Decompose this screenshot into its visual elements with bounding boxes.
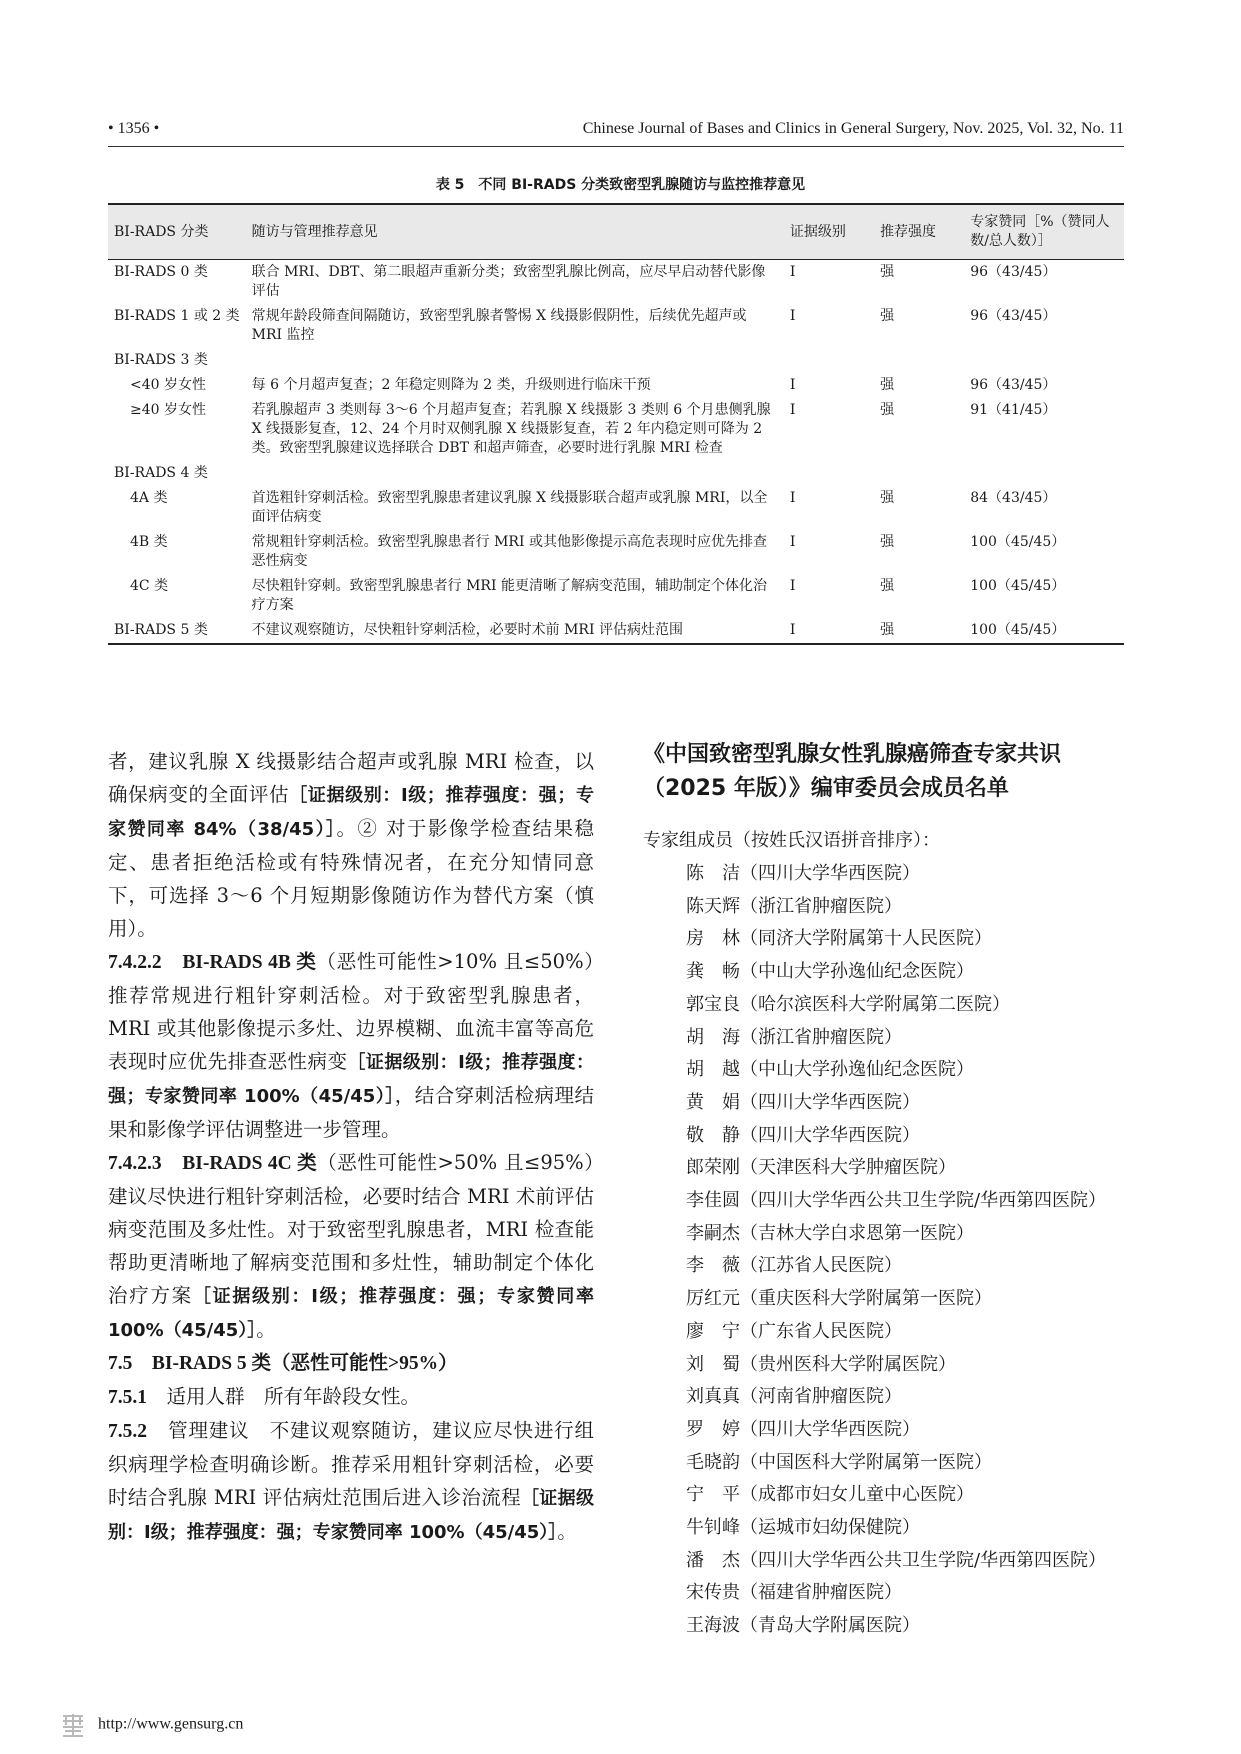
agreement-cell <box>964 461 1124 486</box>
table-title: 表 5 不同 BI-RADS 分类致密型乳腺随访与监控推荐意见 <box>435 177 806 193</box>
table-row <box>108 530 1124 574</box>
member-item: 龚 畅（中山大学孙逸仙纪念医院） <box>686 961 974 983</box>
recommendation-cell: 不建议观察随访，尽快粗针穿刺活检，必要时术前 MRI 评估病灶范围 <box>246 618 784 644</box>
category-cell: BI-RADS 1 或 2 类 <box>114 308 240 324</box>
column-header: 推荐强度 <box>874 204 964 260</box>
member-item: 宁 平（成都市妇女儿童中心医院） <box>686 1484 974 1506</box>
recommendation-cell: 首选粗针穿刺活检。致密型乳腺患者建议乳腺 X 线摄影联合超声或乳腺 MRI，以全面评估病变 <box>251 490 768 525</box>
strength-cell: 强 <box>880 308 895 324</box>
strength-cell: 强 <box>880 402 895 418</box>
section-number: 7.4.2.3 BI-RADS 4C 类 <box>108 1153 318 1174</box>
journal-url[interactable]: http://www.gensurg.cn <box>98 1715 244 1733</box>
journal-logo-icon <box>60 1712 86 1738</box>
table-row <box>108 461 1124 486</box>
category-cell: ≥40 岁女性 <box>130 402 206 418</box>
section-heading: 7.5 BI-RADS 5 类（恶性可能性>95%） <box>108 1353 458 1374</box>
agreement-cell: 84（43/45） <box>970 490 1057 506</box>
recommendation-cell: 常规年龄段筛查间隔随访，致密型乳腺者警惕 X 线摄影假阴性，后续优先超声或 MRI 监控 <box>251 308 747 343</box>
strength-cell: 强 <box>880 377 895 393</box>
agreement-cell <box>964 348 1124 373</box>
member-item: 胡 海（浙江省肿瘤医院） <box>686 1026 902 1048</box>
body-text-left <box>108 745 594 1549</box>
recommendation-cell: 每 6 个月超声复查；2 年稳定则降为 2 类，升级则进行临床干预 <box>251 377 651 393</box>
paragraph <box>108 1146 594 1347</box>
evidence-cell: Ⅰ <box>789 402 796 418</box>
category-cell: 4B 类 <box>130 534 168 550</box>
member-item: 厉红元（重庆医科大学附属第一医院） <box>686 1288 992 1310</box>
member-item: 宋传贵（福建省肿瘤医院） <box>686 1582 902 1604</box>
member-item: 黄 娟（四川大学华西医院） <box>686 1091 920 1113</box>
member-item: 李 薇（江苏省人民医院） <box>686 1255 902 1277</box>
recommendation-cell: 尽快粗针穿刺。致密型乳腺患者行 MRI 能更清晰了解病变范围，辅助制定个体化治疗方案 <box>251 578 767 613</box>
table-row <box>108 348 1124 373</box>
section-number: 7.4.2.2 BI-RADS 4B 类 <box>108 952 317 973</box>
column-header: 随访与管理推荐意见 <box>246 204 784 260</box>
recommendation-cell: 联合 MRI、DBT、第二眼超声重新分类；致密型乳腺比例高，应尽早启动替代影像评估 <box>251 264 766 299</box>
table-row <box>108 260 1124 305</box>
member-item: 王海波（青岛大学附属医院） <box>686 1615 920 1637</box>
committee-title: 《中国致密型乳腺女性乳腺癌筛查专家共识（2025 年版）》编审委员会成员名单 <box>643 742 1062 801</box>
member-item: 李佳圆（四川大学华西公共卫生学院/华西第四医院） <box>686 1190 1107 1212</box>
paragraph <box>108 1380 594 1414</box>
evidence-cell: Ⅰ <box>789 308 796 324</box>
member-item: 廖 宁（广东省人民医院） <box>686 1320 902 1342</box>
column-header: 证据级别 <box>784 204 874 260</box>
paragraph-text: 管理建议 不建议观察随访，建议应尽快进行组织病理学检查明确诊断。推荐采用粗针穿刺活检，必要时结合乳腺 MRI 评估病灶范围后进入诊治流程 <box>108 1419 594 1509</box>
table-row <box>108 574 1124 618</box>
category-cell: 4C 类 <box>130 578 169 594</box>
member-item: 毛晓韵（中国医科大学附属第一医院） <box>686 1451 992 1473</box>
agreement-cell: 100（45/45） <box>964 618 1124 644</box>
category-cell: BI-RADS 0 类 <box>114 264 208 280</box>
strength-cell: 强 <box>880 264 895 280</box>
strength-cell <box>874 348 964 373</box>
member-item: 李嗣杰（吉林大学白求恩第一医院） <box>686 1222 974 1244</box>
member-item: 郎荣刚（天津医科大学肿瘤医院） <box>686 1157 956 1179</box>
agreement-cell: 96（43/45） <box>970 264 1057 280</box>
table-row <box>108 304 1124 348</box>
member-item: 敬 静（四川大学华西医院） <box>686 1124 920 1146</box>
table-header-row <box>108 204 1124 260</box>
category-cell: BI-RADS 5 类 <box>108 618 246 644</box>
paragraph-text: 。② 对于影像学检查结果稳定、患者拒绝活检或有特殊情况者，在充分知情同意下，可选择 3～6 个月短期影像随访作为替代方案（慎用）。 <box>108 817 594 940</box>
paragraph-text: （恶性可能性>10% 且≤50%）推荐常规进行粗针穿刺活检。对于致密型乳腺患者，MRI 或其他影像提示多灶、边界模糊、血流丰富等高危表现时应优先排查恶性病变 <box>108 950 594 1073</box>
evidence-cell: Ⅰ <box>789 490 796 506</box>
page-footer <box>60 1712 243 1738</box>
member-item: 郭宝良（哈尔滨医科大学附属第二医院） <box>686 993 1010 1015</box>
paragraph <box>108 1414 594 1549</box>
table-row <box>108 486 1124 530</box>
section-number: 7.5.2 <box>108 1421 147 1442</box>
recommendation-table <box>108 203 1124 645</box>
agreement-cell: 91（41/45） <box>970 402 1057 418</box>
section-number: 7.5.1 <box>108 1387 147 1408</box>
table-row <box>108 373 1124 398</box>
evidence-cell <box>784 348 874 373</box>
paragraph <box>108 945 594 1146</box>
paragraph-text: 。 <box>256 1318 276 1341</box>
member-item: 刘 蜀（贵州医科大学附属医院） <box>686 1353 956 1375</box>
member-item: 陈天辉（浙江省肿瘤医院） <box>686 895 902 917</box>
evidence-cell: Ⅰ <box>789 377 796 393</box>
strength-cell: 强 <box>880 490 895 506</box>
evidence-statement: ［证据级别：Ⅰ级；推荐强度：强；专家赞同率 100%（45/45）］ <box>108 1488 595 1543</box>
paragraph-text: （恶性可能性>50% 且≤95%）建议尽快进行粗针穿刺活检，必要时结合 MRI 术前评估病变范围及多灶性。对于致密型乳腺患者，MRI 检查能帮助更清晰地了解病变范围和多灶性，辅助制定个体化治疗方案 <box>108 1151 595 1307</box>
member-item: 牛钊峰（运城市妇幼保健院） <box>686 1517 920 1539</box>
committee-section <box>643 738 1133 1643</box>
category-cell: BI-RADS 4 类 <box>114 465 208 481</box>
paragraph-text: 者，建议乳腺 X 线摄影结合超声或乳腺 MRI 检查，以确保病变的全面评估 <box>108 750 594 806</box>
journal-citation: Chinese Journal of Bases and Clinics in General Surgery, Nov. 2025, Vol. 32, No. 11 <box>582 120 1124 137</box>
page-header <box>108 118 1124 147</box>
category-cell: <40 岁女性 <box>130 377 206 393</box>
agreement-cell: 96（43/45） <box>970 308 1057 324</box>
recommendation-cell <box>246 348 784 373</box>
evidence-cell: Ⅰ <box>784 618 874 644</box>
member-list <box>643 858 1133 1643</box>
member-item: 房 林（同济大学附属第十人民医院） <box>686 928 992 950</box>
strength-cell: 强 <box>880 578 895 594</box>
evidence-cell <box>784 461 874 486</box>
group-label: 专家组成员（按姓氏汉语拼音排序）： <box>643 830 940 851</box>
evidence-statement: ［证据级别：Ⅰ级；推荐强度：强；专家赞同率 100%（45/45）］ <box>108 1286 594 1341</box>
member-item: 胡 越（中山大学孙逸仙纪念医院） <box>686 1059 974 1081</box>
column-header: BI-RADS 分类 <box>108 204 246 260</box>
member-item: 潘 杰（四川大学华西公共卫生学院/华西第四医院） <box>686 1549 1107 1571</box>
agreement-cell: 100（45/45） <box>970 578 1066 594</box>
evidence-cell: Ⅰ <box>789 578 796 594</box>
paragraph-text: ，结合穿刺活检病理结果和影像学评估调整进一步管理。 <box>108 1084 594 1141</box>
evidence-statement: ［证据级别：Ⅰ级；推荐强度：强；专家赞同率 100%（45/45）］ <box>108 1052 594 1107</box>
strength-cell: 强 <box>874 618 964 644</box>
evidence-cell: Ⅰ <box>789 264 796 280</box>
column-header: 专家赞同［%（赞同人数/总人数）］ <box>964 204 1124 260</box>
strength-cell <box>874 461 964 486</box>
table-row <box>108 618 1124 644</box>
category-cell: BI-RADS 3 类 <box>114 352 208 368</box>
evidence-statement: ［证据级别：Ⅰ级；推荐强度：强；专家赞同率 84%（38/45）］ <box>108 785 594 840</box>
table-body <box>108 260 1124 645</box>
member-item: 陈 洁（四川大学华西医院） <box>686 863 920 884</box>
member-item: 刘真真（河南省肿瘤医院） <box>686 1386 902 1408</box>
page-number: • 1356 • <box>108 120 160 137</box>
evidence-cell: Ⅰ <box>789 534 796 550</box>
agreement-cell: 100（45/45） <box>970 534 1066 550</box>
recommendation-cell: 常规粗针穿刺活检。致密型乳腺患者行 MRI 或其他影像提示高危表现时应优先排查恶性病变 <box>251 534 767 569</box>
member-item: 罗 婷（四川大学华西医院） <box>686 1418 920 1440</box>
paragraph <box>108 745 594 945</box>
table-row <box>108 398 1124 461</box>
recommendation-cell: 若乳腺超声 3 类则每 3～6 个月超声复查；若乳腺 X 线摄影 3 类则 6 个月患侧乳腺 X 线摄影复查，12、24 个月时双侧乳腺 X 线摄影复查，若 2 年内稳定则可降为 2 类。致密型乳腺建议选择联合 DBT 和超声筛查，必要时进行乳腺 MRI 检查 <box>251 402 771 456</box>
paragraph-text: 。 <box>557 1520 577 1543</box>
strength-cell: 强 <box>880 534 895 550</box>
category-cell: 4A 类 <box>130 490 168 506</box>
recommendation-cell <box>246 461 784 486</box>
agreement-cell: 96（43/45） <box>970 377 1057 393</box>
paragraph-text: 适用人群 所有年龄段女性。 <box>166 1385 421 1408</box>
